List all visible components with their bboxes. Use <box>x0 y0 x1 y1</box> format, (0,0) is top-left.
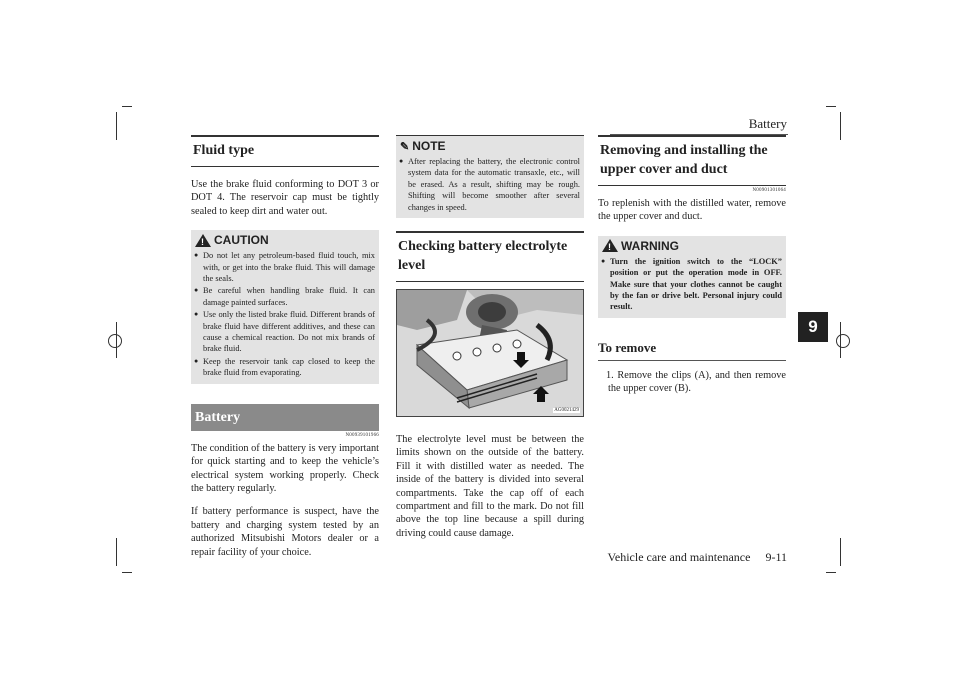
note-box <box>396 135 584 218</box>
note-header <box>396 135 584 156</box>
reference-code: N00939101966 <box>345 432 379 438</box>
note-list <box>396 156 584 213</box>
step-1: 1. Remove the clips (A), and then remove the upper cover (B). <box>606 369 786 395</box>
crop-mark <box>116 538 117 566</box>
section-heading-fluid-type: Fluid type <box>191 135 379 167</box>
caution-item: ● Do not let any petroleum-based fluid touch, mix with, or get into the brake fluid. This will damage the seals. <box>203 250 375 284</box>
reference-code: N00901301064 <box>752 188 786 193</box>
crop-mark <box>122 106 132 107</box>
warning-header <box>598 236 786 256</box>
battery-photo <box>396 289 584 417</box>
registration-mark <box>108 334 122 348</box>
chapter-tab: 9 <box>798 312 828 342</box>
warning-triangle-icon: ! <box>195 234 211 247</box>
electrolyte-text: The electrolyte level must be between the limits shown on the outside of the battery. Fill it with distilled water as needed. The inside of the battery is divided into several compartments. Take the cap off of each compartment and fill to the mark. Do not fill above the top line because a spill during driving could cause damage. <box>396 434 584 539</box>
section-heading-battery: Battery <box>191 404 379 431</box>
registration-mark <box>836 334 850 348</box>
note-pencil-icon: ✎ <box>400 140 410 153</box>
image-code: AG0021429 <box>554 408 579 414</box>
section-heading-removing: Removing and installing the upper cover and duct <box>598 135 786 186</box>
crop-mark <box>116 112 117 140</box>
crop-mark <box>826 106 836 107</box>
subheading-to-remove: To remove <box>598 338 786 361</box>
note-item: ● After replacing the battery, the electronic control system data for the automatic transaxle, etc., will be erased. As a result, shifting may be rough. Shifting will become smoother after several changes in speed. <box>408 156 580 213</box>
crop-mark <box>840 538 841 566</box>
removing-text: To replenish with the distilled water, remove the upper cover and duct. <box>598 198 786 223</box>
caution-item: ● Keep the reservoir tank cap closed to keep the brake fluid from evaporating. <box>203 356 375 379</box>
battery-illustration <box>397 290 583 416</box>
column-middle <box>396 135 584 540</box>
section-heading-electrolyte: Checking battery electrolyte level <box>396 231 584 282</box>
warning-list <box>598 256 786 313</box>
caution-item: ● Use only the listed brake fluid. Different brands of brake fluid have different additives, and these can cause a chemical reaction. Do not mix brands of brake fluid. <box>203 309 375 355</box>
caution-list <box>191 250 379 378</box>
caution-item: ● Be careful when handling brake fluid. It can damage painted surfaces. <box>203 285 375 308</box>
caution-label: CAUTION <box>214 233 269 248</box>
warning-item: ● Turn the ignition switch to the “LOCK” position or put the operation mode in OFF. Make sure that your clothes cannot be caught by the fan or drive belt. Personal injury could result. <box>610 256 782 313</box>
crop-mark <box>826 572 836 573</box>
caution-box <box>191 230 379 383</box>
fluid-type-text: Use the brake fluid conforming to DOT 3 or DOT 4. The reservoir cap must be tightly sealed to keep dirt and water out. <box>191 179 379 217</box>
running-header: Battery <box>748 116 787 131</box>
column-left <box>191 135 379 559</box>
warning-label: WARNING <box>621 238 679 253</box>
column-right <box>598 135 786 396</box>
page-footer: Vehicle care and maintenance 9-11 <box>607 550 787 564</box>
crop-mark <box>122 572 132 573</box>
caution-header <box>191 230 379 250</box>
crop-mark <box>840 112 841 140</box>
note-label: NOTE <box>412 139 446 153</box>
warning-box <box>598 236 786 318</box>
warning-triangle-icon: ! <box>602 239 618 252</box>
battery-paragraph-1: The condition of the battery is very important for quick starting and to keep the vehicle’s electrical system working properly. Check the battery regularly. <box>191 442 379 494</box>
battery-paragraph-2: If battery performance is suspect, have the battery and charging system tested by an authorized Mitsubishi Motors dealer or a repair facility of your choice. <box>191 506 379 558</box>
